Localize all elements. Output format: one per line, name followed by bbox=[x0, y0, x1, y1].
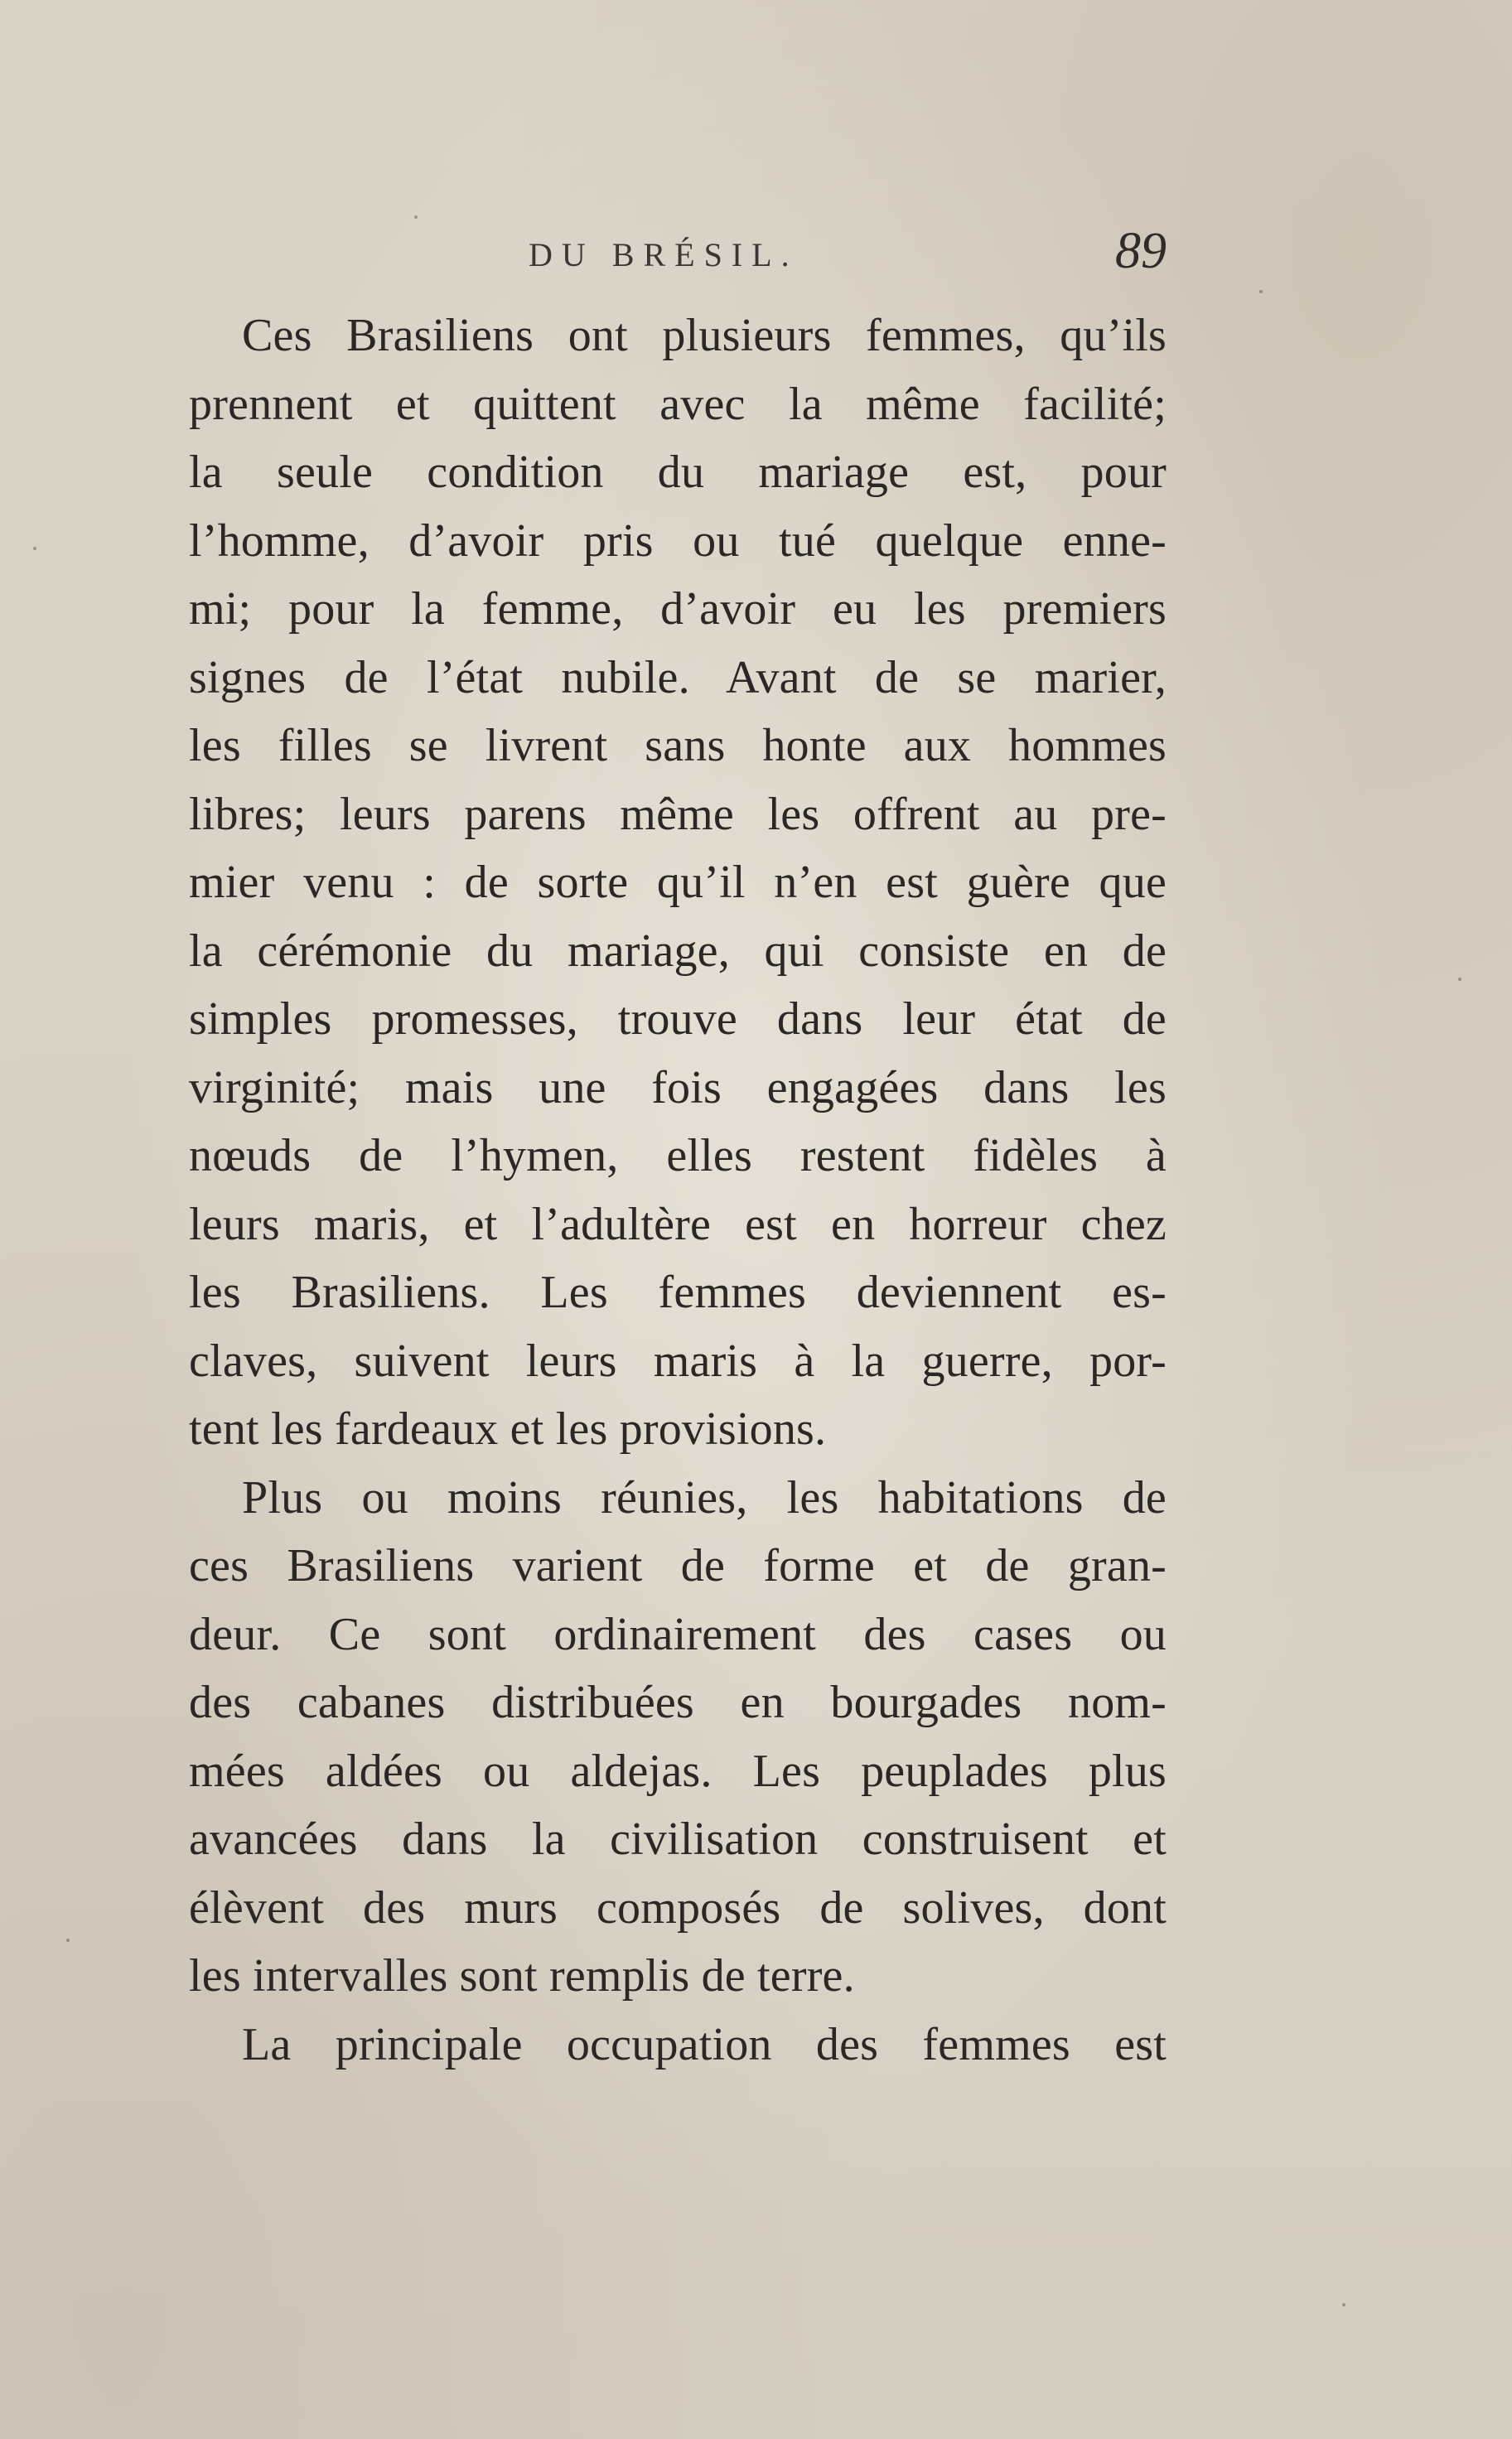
text-line: les filles se livrent sans honte aux hommes bbox=[189, 720, 1167, 771]
text-line: simples promesses, trouve dans leur état de bbox=[189, 993, 1167, 1045]
text-line: libres; leurs parens même les offrent au pre- bbox=[189, 788, 1167, 840]
text-line: l’homme, d’avoir pris ou tué quelque enne- bbox=[189, 514, 1167, 567]
text-line: la cérémonie du mariage, qui consiste en de bbox=[189, 925, 1167, 977]
paper-speck bbox=[1259, 290, 1263, 293]
text-line: leurs maris, et l’adultère est en horreur chez bbox=[189, 1198, 1167, 1250]
text-line: Ces Brasiliens ont plusieurs femmes, qu’ils bbox=[242, 310, 1167, 361]
text-line: les intervalles sont remplis de terre. bbox=[189, 1950, 855, 2002]
text-line: tent les fardeaux et les provisions. bbox=[189, 1403, 827, 1455]
text-line: des cabanes distribuées en bourgades nom- bbox=[189, 1677, 1167, 1728]
text-line: la seule condition du mariage est, pour bbox=[189, 447, 1167, 498]
paper-speck bbox=[414, 215, 418, 219]
text-line: mées aldées ou aldejas. Les peuplades plus bbox=[189, 1745, 1167, 1797]
text-line: claves, suivent leurs maris à la guerre, por- bbox=[189, 1335, 1167, 1387]
paper-speck bbox=[1342, 2303, 1345, 2306]
text-line: Plus ou moins réunies, les habitations de bbox=[242, 1471, 1167, 1524]
text-line: signes de l’état nubile. Avant de se marier, bbox=[189, 651, 1167, 703]
body-text bbox=[189, 302, 1167, 2079]
text-line: deur. Ce sont ordinairement des cases ou bbox=[189, 1608, 1167, 1660]
text-line: prennent et quittent avec la même facilité; bbox=[189, 378, 1167, 430]
text-line: nœuds de l’hymen, elles restent fidèles à bbox=[189, 1130, 1167, 1181]
text-line: ces Brasiliens varient de forme et de gran- bbox=[189, 1540, 1167, 1591]
paper-speck bbox=[66, 1939, 70, 1942]
paper-speck bbox=[33, 547, 36, 550]
page-number: 89 bbox=[1115, 223, 1167, 279]
text-line: virginité; mais une fois engagées dans les bbox=[189, 1061, 1167, 1113]
text-line: les Brasiliens. Les femmes deviennent es- bbox=[189, 1267, 1167, 1318]
page-header bbox=[189, 222, 1167, 288]
paper-speck bbox=[1458, 978, 1461, 981]
text-line: élèvent des murs composés de solives, dont bbox=[189, 1881, 1167, 1934]
running-title: DU BRÉSIL. bbox=[529, 236, 799, 273]
text-line: mi; pour la femme, d’avoir eu les premiers bbox=[189, 583, 1167, 635]
text-line: avancées dans la civilisation construisent et bbox=[189, 1814, 1167, 1865]
text-line: mier venu : de sorte qu’il n’en est guère que bbox=[189, 857, 1167, 908]
text-line: La principale occupation des femmes est bbox=[242, 2018, 1167, 2070]
